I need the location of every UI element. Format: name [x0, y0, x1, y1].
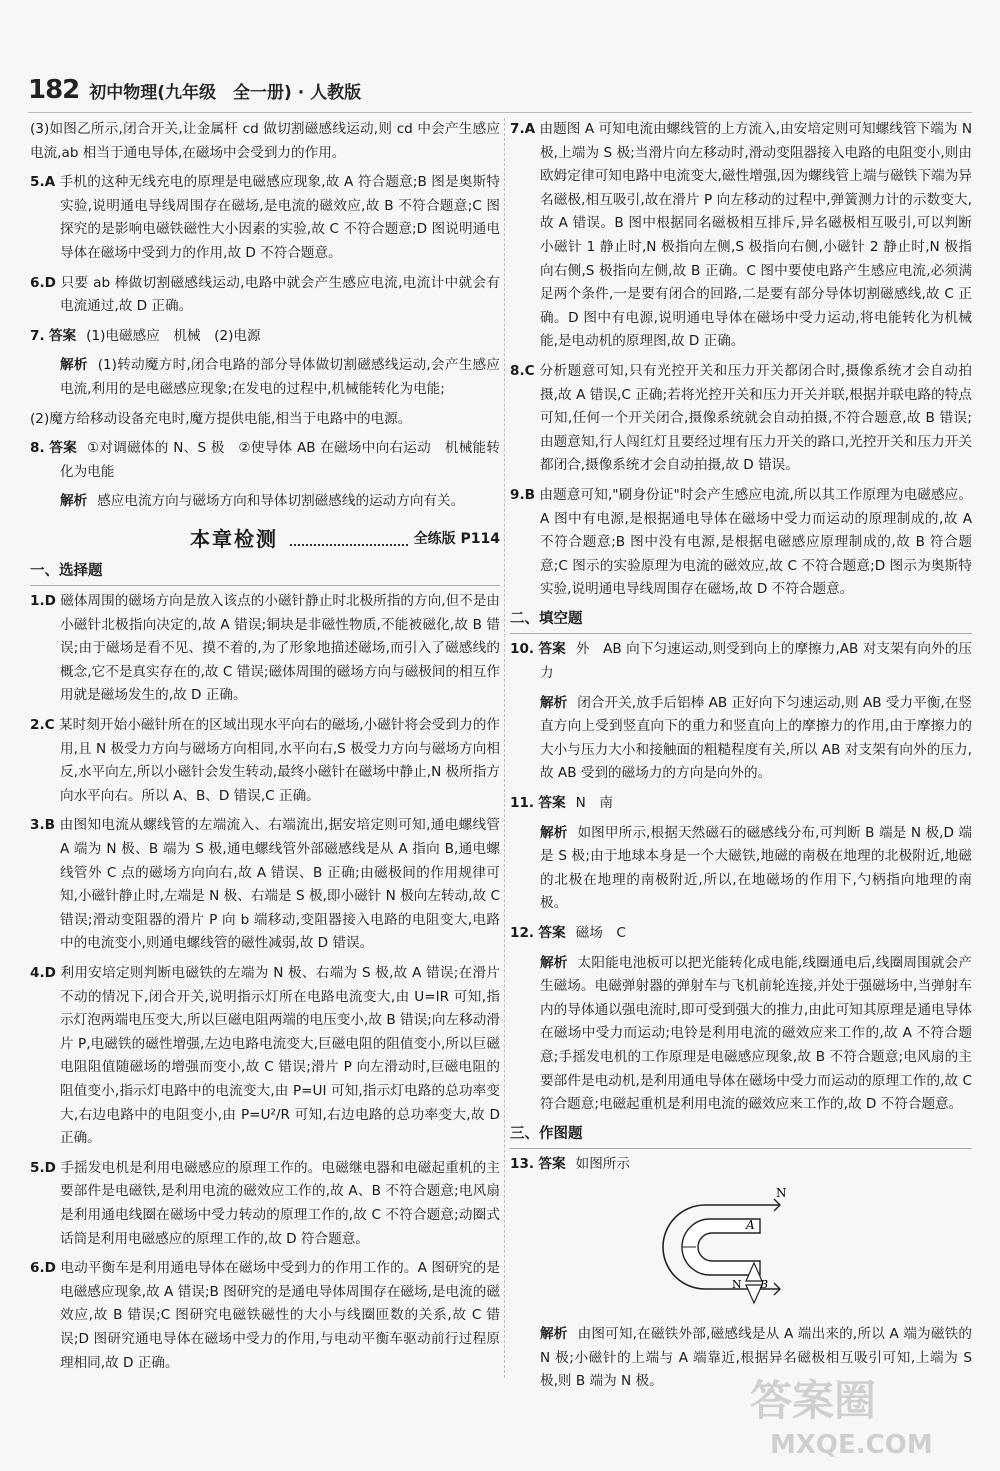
- answer-item: [510, 484, 972, 602]
- item-tag: 答案: [538, 1156, 566, 1173]
- answer-item: [510, 692, 972, 786]
- item-text: 某时刻开始小磁针所在的区域出现水平向右的磁场,小磁针将会受到力的作用,且 N 极受力方向与磁场方向相同,水平向右,S 极受力方向与磁场方向相反,水平向左,所以小磁针会发生转动,最终小磁针在磁场中静止,N 极所指方向水平向右。所以 A、B、D 错误,C 正确。: [58, 717, 500, 804]
- item-text: 由图知电流从螺线管的左端流入、右端流出,据安培定则可知,通电螺线管 A 端为 N 极、B 端为 S 极,通电螺线管外部磁感线是从 A 指向 B,通电螺线管外 C 点的磁场方向向右,故 A 错误、B 正确;由磁极间的作用规律可知,小磁针静止时,左端是 N 极、右端是 S 极,即小磁针 N 极向左转动,故 C 错误;滑动变阻器的滑片 P 向 b 端移动,变阻器接入电路的电阻变大,电路中的电流变小,则通电螺线管的磁性减弱,故 D 错误。: [59, 817, 501, 952]
- answer-item: [30, 325, 500, 349]
- answer-item: [30, 437, 500, 484]
- answer-item: [30, 272, 500, 319]
- watermark-text: 答案圈: [750, 1376, 877, 1425]
- item-text: 手机的这种无线充电的原理是电磁感应现象,故 A 符合题意;B 图是奥斯特实验,说明通电导线周围存在磁场,是电流的磁效应,故 B 不符合题意;C 图探究的是影响电磁铁磁性大小因素的实验,故 C 不符合题意;D 图说明通电导体在磁场中受到力的作用,故 D 不符合题意。: [59, 174, 500, 261]
- choice-answer-list: [30, 590, 500, 1375]
- drawing-answer: [510, 1153, 972, 1177]
- label-n-needle: N: [732, 1277, 742, 1291]
- answer-item: [30, 1257, 500, 1375]
- item-text: 感应电流方向与磁场方向和导体切割磁感线的运动方向有关。: [97, 493, 465, 510]
- right-column: [510, 118, 972, 1400]
- item-text: (3)如图乙所示,闭合开关,让金属杆 cd 做切割磁感线运动,则 cd 中会产生感应电流,ab 相当于通电导体,在磁场中会受到力的作用。: [30, 121, 500, 161]
- answer-item: [30, 962, 500, 1151]
- item-text: (1)电磁感应 机械 (2)电源: [86, 327, 261, 344]
- item-text: N 南: [575, 795, 613, 812]
- item-tag: 解析: [60, 357, 88, 374]
- answer-item: [30, 814, 500, 956]
- item-number: 5.A: [30, 174, 56, 191]
- item-number: 9.B: [510, 486, 535, 503]
- item-tag: 解析: [540, 1325, 568, 1342]
- item-text: 如图所示: [575, 1156, 630, 1173]
- item-number: 13.: [510, 1156, 535, 1173]
- item-text: 闭合开关,放手后铝棒 AB 正好向下匀速运动,则 AB 受力平衡,在竖直方向上受到竖直向下的重力和竖直向上的摩擦力的作用,由于摩擦力的大小与压力大小和接触面的粗糙程度有关,所以 AB 对支架有向外的压力,故 AB 受到的磁场力的方向是向外的。: [540, 694, 973, 782]
- item-tag: 解析: [540, 694, 568, 711]
- left-column: [30, 118, 500, 1381]
- item-number: 7.A: [510, 121, 536, 137]
- item-text: 磁体周围的磁场方向是放入该点的小磁针静止时北极所指的方向,但不是由小磁针北极指向决定的,故 A 错误;铜块是非磁性物质,不能被磁化,故 B 错误;由于磁场是看不见、摸不着的,为了形象地描述磁场,而引入了磁感线的概念,它不是真实存在的,故 C 错误;磁体周围的磁场方向与磁极间的相互作用就是磁场发生的,故 D 正确。: [60, 593, 500, 704]
- chapter-reference: 全练版 P114: [413, 530, 500, 547]
- page-number: 182: [28, 75, 80, 105]
- answer-item: [30, 590, 500, 708]
- item-number: 6.D: [30, 274, 56, 291]
- item-text: 磁场 C: [575, 925, 626, 941]
- item-text: 手摇发电机是利用电磁感应的原理工作的。电磁继电器和电磁起重机的主要部件是电磁铁,是利用电流的磁效应工作的,故 A、B 不符合题意;电风扇是利用通电线圈在磁场中受力转动的原理工作的,故 C 不符合题意;动圈式话筒是利用电磁感应的原理工作的,故 D 符合题意。: [60, 1159, 501, 1247]
- item-number: 11.: [510, 795, 535, 812]
- answer-item: [510, 118, 972, 354]
- item-number: 5.D: [30, 1159, 56, 1176]
- item-text: 电动平衡车是利用通电导体在磁场中受到力的作用工作的。A 图研究的是电磁感应现象,故 A 错误;B 图研究的是通电导体周围存在磁场,是电流的磁效应,故 B 错误;C 图研究电磁铁磁性的大小与线圈匝数的关系,故 C 错误;D 图研究通电导体在磁场中受力的作用,与电动平衡车驱动前行过程原理相同,故 D 正确。: [60, 1260, 500, 1371]
- u-magnet-diagram: [660, 1185, 810, 1315]
- field-line: [663, 1205, 780, 1289]
- answer-item: [510, 360, 972, 478]
- item-text: 分析题意可知,只有光控开关和压力开关都闭合时,摄像系统才会自动拍摄,故 A 错误,C 正确;若将光控开关和压力开关并联,根据并联电路的特点可知,任何一个开关闭合,摄像系统就会自动拍摄,不符合题意,故 B 错误;由题意知,行人闯红灯且要经过埋有压力开关的路口,光控开关和压力开关都闭合,摄像系统才会自动拍摄,故 D 错误。: [539, 362, 972, 474]
- header-rule: [28, 112, 972, 113]
- item-number: 12.: [510, 925, 535, 941]
- right-answer-list: [510, 118, 972, 602]
- item-text: 如图甲所示,根据天然磁石的磁感线分布,可判断 B 端是 N 极,D 端是 S 极;由于地球本身是一个大磁铁,地磁的南极在地理的北极附近,地磁的北极在地理的南极附近,所以,在地磁场的作用下,勺柄指向地理的南极。: [540, 824, 973, 912]
- section-title-drawing: 三、作图题: [510, 1123, 972, 1150]
- label-a: A: [746, 1217, 755, 1232]
- item-text: 外 AB 向下匀速运动,则受到向上的摩擦力,AB 对支架有向外的压力: [540, 641, 972, 682]
- label-b: B: [760, 1277, 769, 1291]
- item-text: (1)转动魔方时,闭合电路的部分导体做切割磁感线运动,会产生感应电流,利用的是电磁感应现象;在发电的过程中,机械能转化为电能;: [60, 357, 500, 397]
- page-header: [28, 72, 361, 108]
- item-number: 8.: [30, 440, 45, 457]
- answer-item: [510, 952, 972, 1117]
- label-n-top: N: [776, 1185, 787, 1200]
- answer-item: [30, 490, 500, 514]
- answer-item: [510, 792, 972, 816]
- answer-item: [30, 354, 500, 401]
- item-number: 3.B: [30, 817, 55, 834]
- answer-item: [30, 118, 500, 165]
- item-number: 6.D: [30, 1260, 56, 1277]
- item-tag: 解析: [60, 493, 88, 510]
- item-text: (2)魔方给移动设备充电时,魔方提供电能,相当于电路中的电源。: [30, 410, 412, 427]
- watermark-url: MXQE.COM: [770, 1430, 933, 1460]
- item-text: 由题意可知,"刷身份证"时会产生感应电流,所以其工作原理为电磁感应。A 图中有电源,是根据通电导体在磁场中受力而运动的原理制成的,故 A 不符合题意;B 图中没有电源,是根据电磁感应原理制成的,故 B 符合题意;C 图示的实验原理为电流的磁效应,故 C 不符合题意;D 图示为奥斯特实验,说明通电导线周围存在磁场,故 D 不符合题意。: [539, 486, 972, 598]
- watermark-logo: [740, 1371, 980, 1461]
- answer-item: [30, 714, 500, 808]
- item-tag: 解析: [540, 954, 568, 971]
- item-tag: 答案: [49, 440, 77, 457]
- fill-answer-list: [510, 638, 972, 1116]
- answer-item: [510, 922, 972, 946]
- item-number: 2.C: [30, 717, 55, 734]
- item-number: 10.: [510, 641, 535, 658]
- answer-item: [510, 638, 972, 685]
- item-tag: 答案: [538, 795, 566, 812]
- chapter-heading: [30, 528, 500, 552]
- answer-item: [30, 1157, 500, 1251]
- item-text: 利用安培定则判断电磁铁的左端为 N 极、右端为 S 极,故 A 错误;在滑片不动的情况下,闭合开关,说明指示灯所在电路电流变大,由 U=IR 可知,指示灯泡两端电压变大,所以巨磁电阻两端的电压变小,故 B 错误;向左移动滑片 P,电磁铁的磁性增强,左边电路电流变大,巨磁电阻的阻值变小,所以巨磁电阻阻值随磁场的增强而变小,故 C 错误;滑片 P 向左滑动时,巨磁电阻的阻值变小,指示灯电路中的电流变大,由 P=UI 可知,指示灯电路的总功率变大,右边电路中的电阻变小,由 P=U²/R 可知,右边电路的总功率变大,故 D 正确。: [60, 965, 500, 1147]
- item-number: 4.D: [30, 965, 56, 981]
- item-number: 7.: [30, 327, 45, 344]
- answer-item: [510, 1153, 972, 1177]
- item-text: 太阳能电池板可以把光能转化成电能,线圈通电后,线圈周围就会产生磁场。电磁弹射器的弹射车与飞机前轮连接,并处于强磁场中,当弹射车内的导体通以强电流时,即可受到强大的推力,由此可知其原理是通电导体在磁场中受力而运动;电铃是利用电流的磁效应来工作的,故 A 不符合题意;手摇发电机的工作原理是电磁感应现象,故 B 不符合题意;电风扇的主要部件是电动机,是利用通电导体在磁场中受力而运动的原理工作的,故 C 符合题意;电磁起重机是利用电流的磁效应来工作的,故 D 不符合题意。: [540, 954, 973, 1113]
- leader-dots: [290, 544, 408, 546]
- item-text: 由题图 A 可知电流由螺线管的上方流入,由安培定则可知螺线管下端为 N 极,上端为 S 极;当滑片向左移动时,滑动变阻器接入电路的电阻变小,则由欧姆定律可知电路中电流变大,磁性增强,因为螺线管上端与磁铁下端为异名磁极,相互吸引,故在滑片 P 向左移动的过程中,弹簧测力计的示数变大,故 A 错误。B 图中根据同名磁极相互排斥,异名磁极相互吸引,可以判断小磁针 1 静止时,N 极指向左侧,S 极指向右侧,小磁针 2 静止时,N 极指向右侧,S 极指向左侧,故 B 正确。C 图中要使电路产生感应电流,必须满足两个条件,一是要有闭合的回路,二是要有部分导体切割磁感线,故 C 正确。D 图中有电源,说明通电导体在磁场中受力运动,将电能转化为机械能,是电动机的原理图,故 D 正确。: [539, 121, 973, 350]
- answer-item: [30, 171, 500, 265]
- answer-item: [510, 822, 972, 916]
- left-answer-list: [30, 118, 500, 514]
- item-tag: 答案: [538, 641, 566, 658]
- item-text: ①对调磁体的 N、S 极 ②使导体 AB 在磁场中向右运动 机械能转化为电能: [60, 440, 501, 480]
- item-number: 1.D: [30, 593, 56, 610]
- section-title-choice: 一、选择题: [30, 560, 500, 587]
- column-divider: [504, 118, 505, 1378]
- item-tag: 答案: [538, 925, 566, 941]
- item-tag: 解析: [540, 824, 568, 841]
- item-text: 由图可知,在磁铁外部,磁感线是从 A 端出来的,所以 A 端为磁铁的 N 极;小磁针的上端与 A 端靠近,根据异名磁极相互吸引可知,上端为 S 极,则 B 端为 N 极。: [540, 1325, 972, 1390]
- section-title-fill: 二、填空题: [510, 608, 972, 635]
- chapter-title: 本章检测: [190, 526, 278, 551]
- book-title: 初中物理(九年级 全一册) · 人教版: [89, 82, 362, 103]
- item-number: 8.C: [510, 362, 535, 379]
- item-tag: 答案: [48, 327, 77, 344]
- magnet-figure: [660, 1185, 810, 1315]
- answer-item: [30, 408, 500, 432]
- item-text: 只要 ab 棒做切割磁感线运动,电路中就会产生感应电流,电流计中就会有电流通过,故 D 正确。: [60, 274, 500, 315]
